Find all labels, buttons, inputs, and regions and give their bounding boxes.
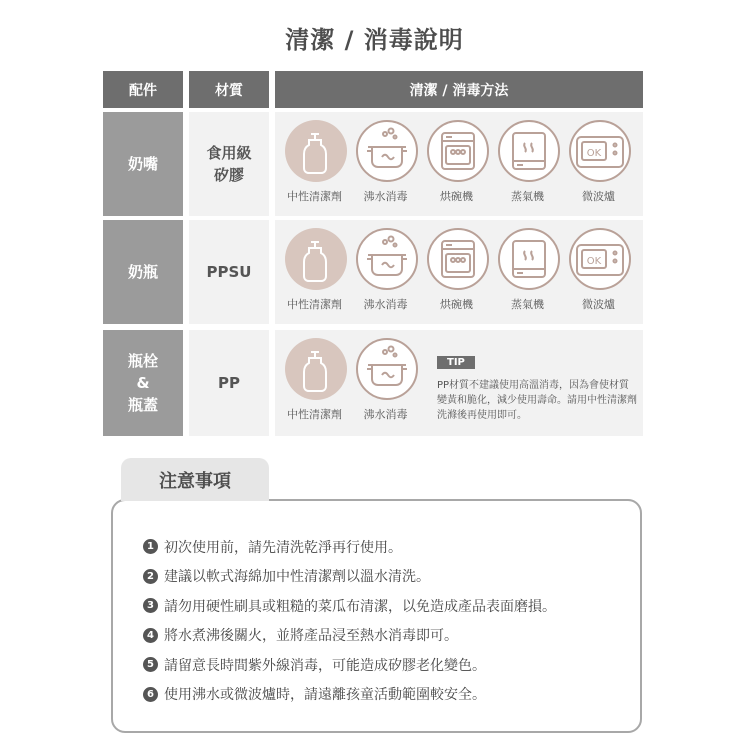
row3-material: PP [189,330,269,436]
row2-methods [275,220,643,324]
dish-dryer-icon [427,120,489,182]
note-text: 建議以軟式海綿加中性清潔劑以溫水清洗。 [164,569,430,586]
method-label: 中性清潔劑 [287,408,342,421]
method-label: 烘碗機 [440,190,473,203]
notes-list [143,532,556,709]
tip-badge: TIP [437,356,475,369]
detergent-bottle-icon [285,120,347,182]
list-item [143,650,556,680]
method-label: 微波爐 [582,190,615,203]
method-label: 沸水消毒 [363,408,408,421]
note-text: 使用沸水或微波爐時，請遠離孩童活動範圍較安全。 [164,687,486,704]
note-text: 初次使用前，請先清洗乾淨再行使用。 [164,539,402,556]
number-badge: 4 [143,628,158,643]
row3-part: 瓶栓 & 瓶蓋 [103,330,183,436]
row1-part: 奶嘴 [103,112,183,216]
boiling-pot-icon [356,228,418,290]
method-label: 蒸氣機 [511,190,544,203]
header-method: 清潔 / 消毒方法 [275,71,643,108]
number-badge: 2 [143,569,158,584]
microwave-ok-label: OK [586,256,602,267]
row2-material: PPSU [189,220,269,324]
list-item [143,591,556,621]
method-label: 沸水消毒 [363,298,408,311]
method-label: 蒸氣機 [511,298,544,311]
header-part: 配件 [103,71,183,108]
note-text: 將水煮沸後關火，並將產品浸至熱水消毒即可。 [164,628,458,645]
tip-text: PP材質不建議使用高溫消毒，因為會使材質變黃和脆化，減少使用壽命。請用中性清潔劑洗滌後再使用即可。 [437,380,637,421]
number-badge: 6 [143,687,158,702]
number-badge: 3 [143,598,158,613]
number-badge: 5 [143,657,158,672]
method-label: 微波爐 [582,298,615,311]
method-label: 烘碗機 [440,298,473,311]
note-text: 請留意長時間紫外線消毒，可能造成矽膠老化變色。 [164,657,486,674]
row1-material: 食用級 矽膠 [189,112,269,216]
detergent-bottle-icon [285,338,347,400]
list-item [143,562,556,592]
list-item [143,680,556,710]
number-badge: 1 [143,539,158,554]
header-material: 材質 [189,71,269,108]
microwave-icon [569,228,631,290]
row3-methods [275,330,643,436]
steam-sterilizer-icon [498,228,560,290]
row1-methods [275,112,643,216]
method-label: 沸水消毒 [363,190,408,203]
method-label: 中性清潔劑 [287,190,342,203]
detergent-bottle-icon [285,228,347,290]
dish-dryer-icon [427,228,489,290]
row2-part: 奶瓶 [103,220,183,324]
page-title: 清潔 / 消毒說明 [285,26,464,54]
boiling-pot-icon [356,338,418,400]
list-item [143,532,556,562]
note-text: 請勿用硬性刷具或粗糙的菜瓜布清潔，以免造成產品表面磨損。 [164,598,556,615]
steam-sterilizer-icon [498,120,560,182]
notes-title: 注意事項 [121,458,269,501]
boiling-pot-icon [356,120,418,182]
microwave-ok-label: OK [586,148,602,159]
method-label: 中性清潔劑 [287,298,342,311]
list-item [143,621,556,651]
microwave-icon [569,120,631,182]
